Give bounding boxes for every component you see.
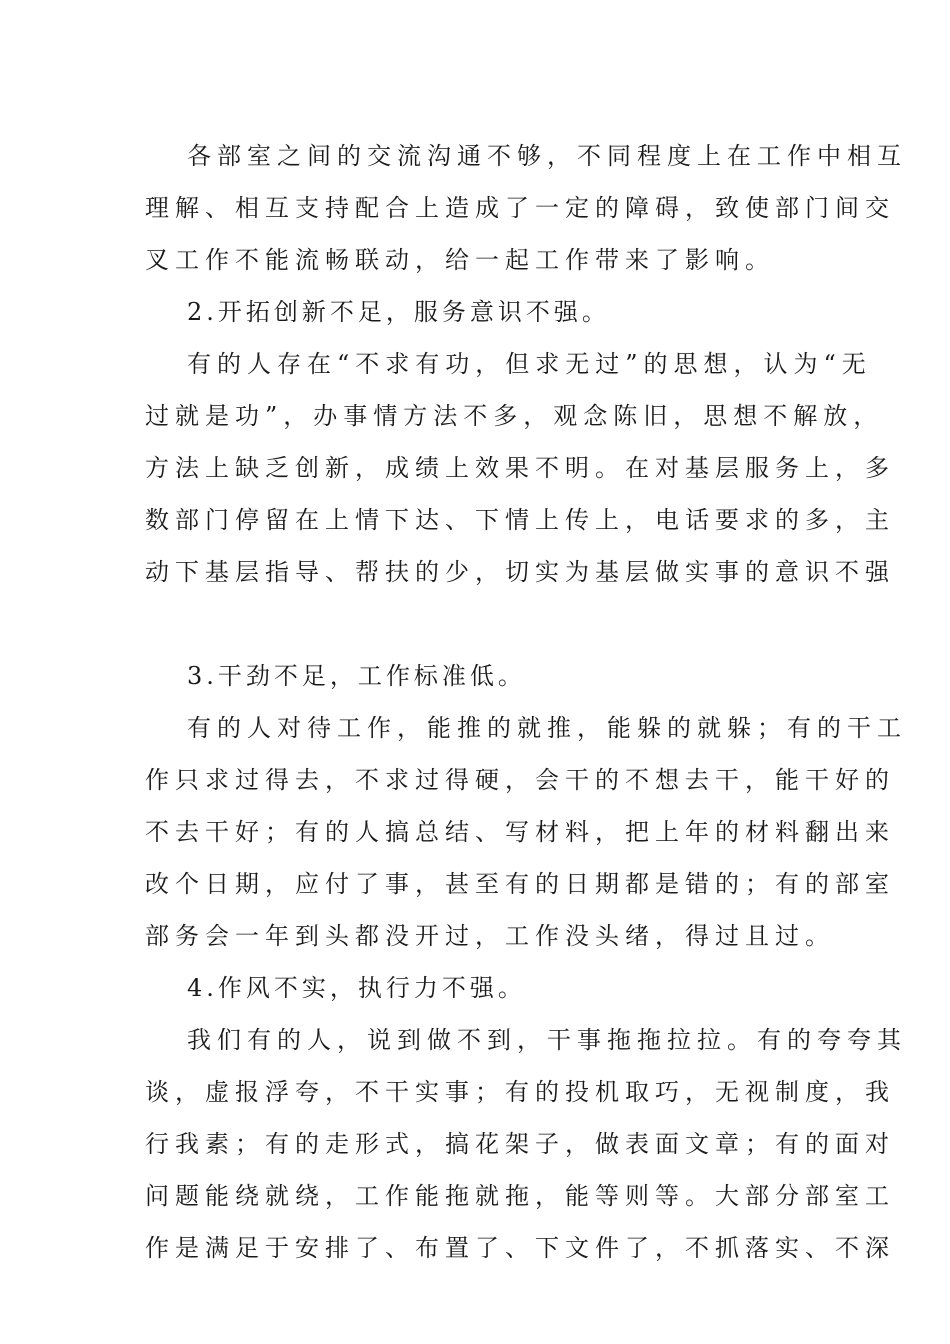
paragraph-line: 方法上缺乏创新，成绩上效果不明。在对基层服务上，多 (145, 454, 895, 482)
paragraph-line: 数部门停留在上情下达、下情上传上，电话要求的多，主 (145, 506, 895, 534)
document-body (145, 130, 907, 1274)
paragraph-line: 有的人存在“不求有功，但求无过”的思想，认为“无 (187, 350, 872, 378)
paragraph-line: 过就是功”，办事情方法不多，观念陈旧，思想不解放， (145, 402, 884, 430)
paragraph-line: 问题能绕就绕，工作能拖就拖，能等则等。大部分部室工 (145, 1182, 895, 1210)
paragraph-line: 叉工作不能流畅联动，给一起工作带来了影响。 (145, 246, 775, 274)
section-heading-4: 4.作风不实，执行力不强。 (187, 974, 526, 1002)
paragraph-line: 部务会一年到头都没开过，工作没头绪，得过且过。 (145, 922, 835, 950)
blank-line (145, 598, 810, 650)
paragraph-line: 作是满足于安排了、布置了、下文件了，不抓落实、不深 (145, 1234, 895, 1262)
paragraph-line: 各部室之间的交流沟通不够，不同程度上在工作中相互 (187, 142, 907, 170)
paragraph-line: 作只求过得去，不求过得硬，会干的不想去干，能干好的 (145, 766, 895, 794)
section-heading-2: 2.开拓创新不足，服务意识不强。 (187, 298, 610, 326)
paragraph-line: 动下基层指导、帮扶的少，切实为基层做实事的意识不强 (145, 558, 895, 586)
paragraph-line: 不去干好；有的人搞总结、写材料，把上年的材料翻出来 (145, 818, 895, 846)
paragraph-line: 行我素；有的走形式，搞花架子，做表面文章；有的面对 (145, 1130, 895, 1158)
paragraph-line: 有的人对待工作，能推的就推，能躲的就躲；有的干工 (187, 714, 907, 742)
section-heading-3: 3.干劲不足，工作标准低。 (187, 662, 526, 690)
paragraph-line: 我们有的人，说到做不到，干事拖拖拉拉。有的夸夸其 (187, 1026, 907, 1054)
paragraph-line: 谈，虚报浮夸，不干实事；有的投机取巧，无视制度，我 (145, 1078, 895, 1106)
paragraph-line: 改个日期，应付了事，甚至有的日期都是错的；有的部室 (145, 870, 895, 898)
paragraph-line: 理解、相互支持配合上造成了一定的障碍，致使部门间交 (145, 194, 895, 222)
